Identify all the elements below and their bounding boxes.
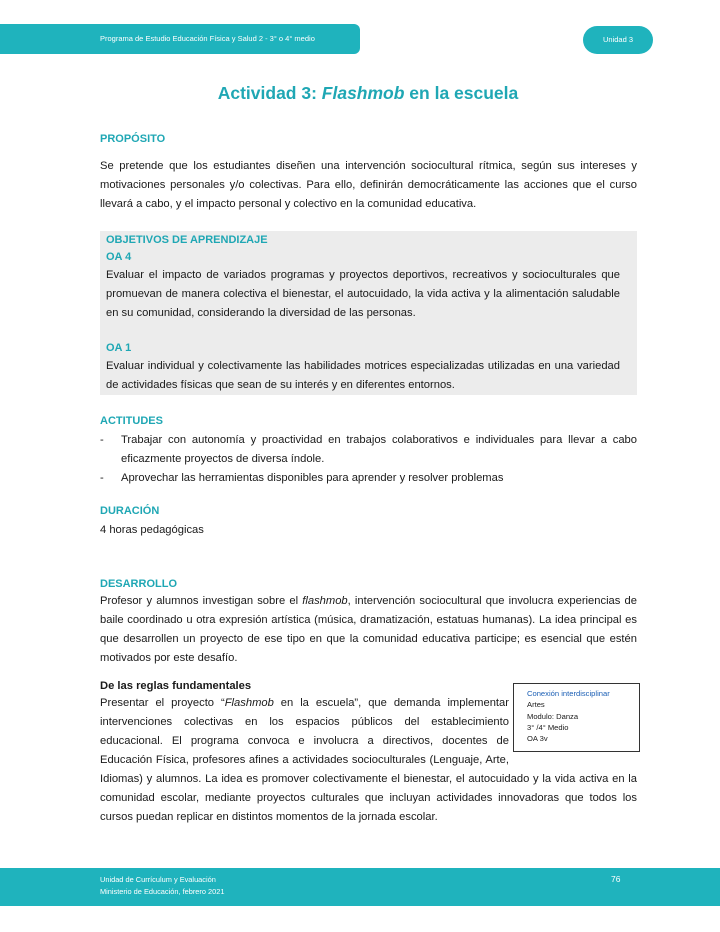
footer-line-2: Ministerio de Educación, febrero 2021 (100, 886, 225, 896)
proposito-text: Se pretende que los estudiantes diseñen una intervención sociocultural rítmica, según sus intereses y motivaciones personales y/o colectivas. Para ello, definirán democráticamente las acciones que el curso llevará a cabo, y el impacto personal y colectivo en la comunidad educativa. (100, 160, 637, 210)
actitud-text: Aprovechar las herramientas disponibles para aprender y resolver problemas (121, 472, 504, 484)
desarrollo-p1-start: Profesor y alumnos investigan sobre el (100, 595, 303, 607)
desarrollo-p1-end: , intervención sociocultural que involucra experiencias de baile coordinado u otra expresión artística (música, dramatización, estatuas humanas). La idea principal es que desarrollen un proyecto de ese tipo en que la comunidad educativa participe; es esencial que estén motivados por este desafío. (100, 595, 637, 664)
conexion-title: Conexión interdisciplinar (527, 689, 610, 698)
actitudes-heading: ACTITUDES (100, 415, 163, 427)
header-program-title: Programa de Estudio Educación Física y Salud 2 - 3° o 4° medio (100, 34, 315, 43)
objetivos-heading: OBJETIVOS DE APRENDIZAJE (106, 234, 268, 246)
conexion-line: 3° /4° Medio (527, 722, 569, 732)
list-item (100, 431, 637, 469)
conexion-line: Artes (527, 700, 545, 710)
conexion-interdisciplinar-box (513, 683, 640, 752)
actitudes-list (100, 431, 637, 488)
oa4-label: OA 4 (106, 251, 132, 263)
desarrollo-p2-start: Presentar el proyecto “ (100, 697, 225, 709)
objetivos-box (100, 231, 637, 395)
desarrollo-p2-italic: Flashmob (224, 697, 274, 709)
reglas-heading: De las reglas fundamentales (100, 680, 252, 692)
unit-badge (583, 26, 653, 54)
desarrollo-p2-end: en la escuela”, que demanda implementar intervenciones colectivas en los espacios públicos del establecimiento educacional. El programa convoca e involucra a directivos, docentes de Educación Física, profesores afines a actividades socioculturales (Lenguaje, Arte, Idiomas) y alumnos. La idea es promover colectivamente el bienestar, el autocuidado y la vida activa en la comunidad escolar, mediante proyectos culturales que incluyan actividades innovadoras que todos los cursos puedan replicar en distintos momentos de la jornada escolar. (100, 697, 637, 823)
activity-title (0, 83, 720, 104)
proposito-heading: PROPÓSITO (100, 133, 166, 145)
duracion-text: 4 horas pedagógicas (100, 524, 204, 536)
list-dash: - (100, 434, 104, 446)
list-dash: - (100, 472, 104, 484)
header-program-bar (0, 24, 360, 54)
list-item (100, 469, 637, 488)
desarrollo-paragraph-1 (100, 592, 637, 668)
actitud-text: Trabajar con autonomía y proactividad en trabajos colaborativos e individuales para llevar a cabo eficazmente proyectos de diversa índole. (121, 434, 637, 465)
oa1-label: OA 1 (106, 342, 132, 354)
activity-title-italic: Flashmob (321, 83, 405, 103)
footer-credits (100, 874, 224, 897)
desarrollo-heading: DESARROLLO (100, 578, 177, 590)
activity-title-suffix: en la escuela (404, 83, 519, 103)
conexion-line: Modulo: Danza (527, 711, 579, 721)
footer-line-1: Unidad de Currículum y Evaluación (100, 875, 216, 884)
duracion-heading: DURACIÓN (100, 505, 160, 517)
page-number: 76 (611, 874, 621, 884)
footer-bar (0, 868, 720, 906)
conexion-line: OA 3v (527, 734, 548, 744)
unit-label: Unidad 3 (602, 35, 634, 44)
oa4-text: Evaluar el impacto de variados programas y proyectos deportivos, recreativos y socioculturales que promuevan de manera colectiva el bienestar, el autocuidado, la vida activa y la alimentación saludable en su comunidad, considerando la diversidad de las personas. (106, 269, 620, 319)
desarrollo-p1-italic: flashmob (302, 595, 348, 607)
activity-title-prefix: Actividad 3: (217, 83, 322, 103)
oa1-text: Evaluar individual y colectivamente las habilidades motrices especializadas utilizadas en una variedad de actividades físicas que sean de su interés y en diferentes entornos. (106, 360, 620, 391)
